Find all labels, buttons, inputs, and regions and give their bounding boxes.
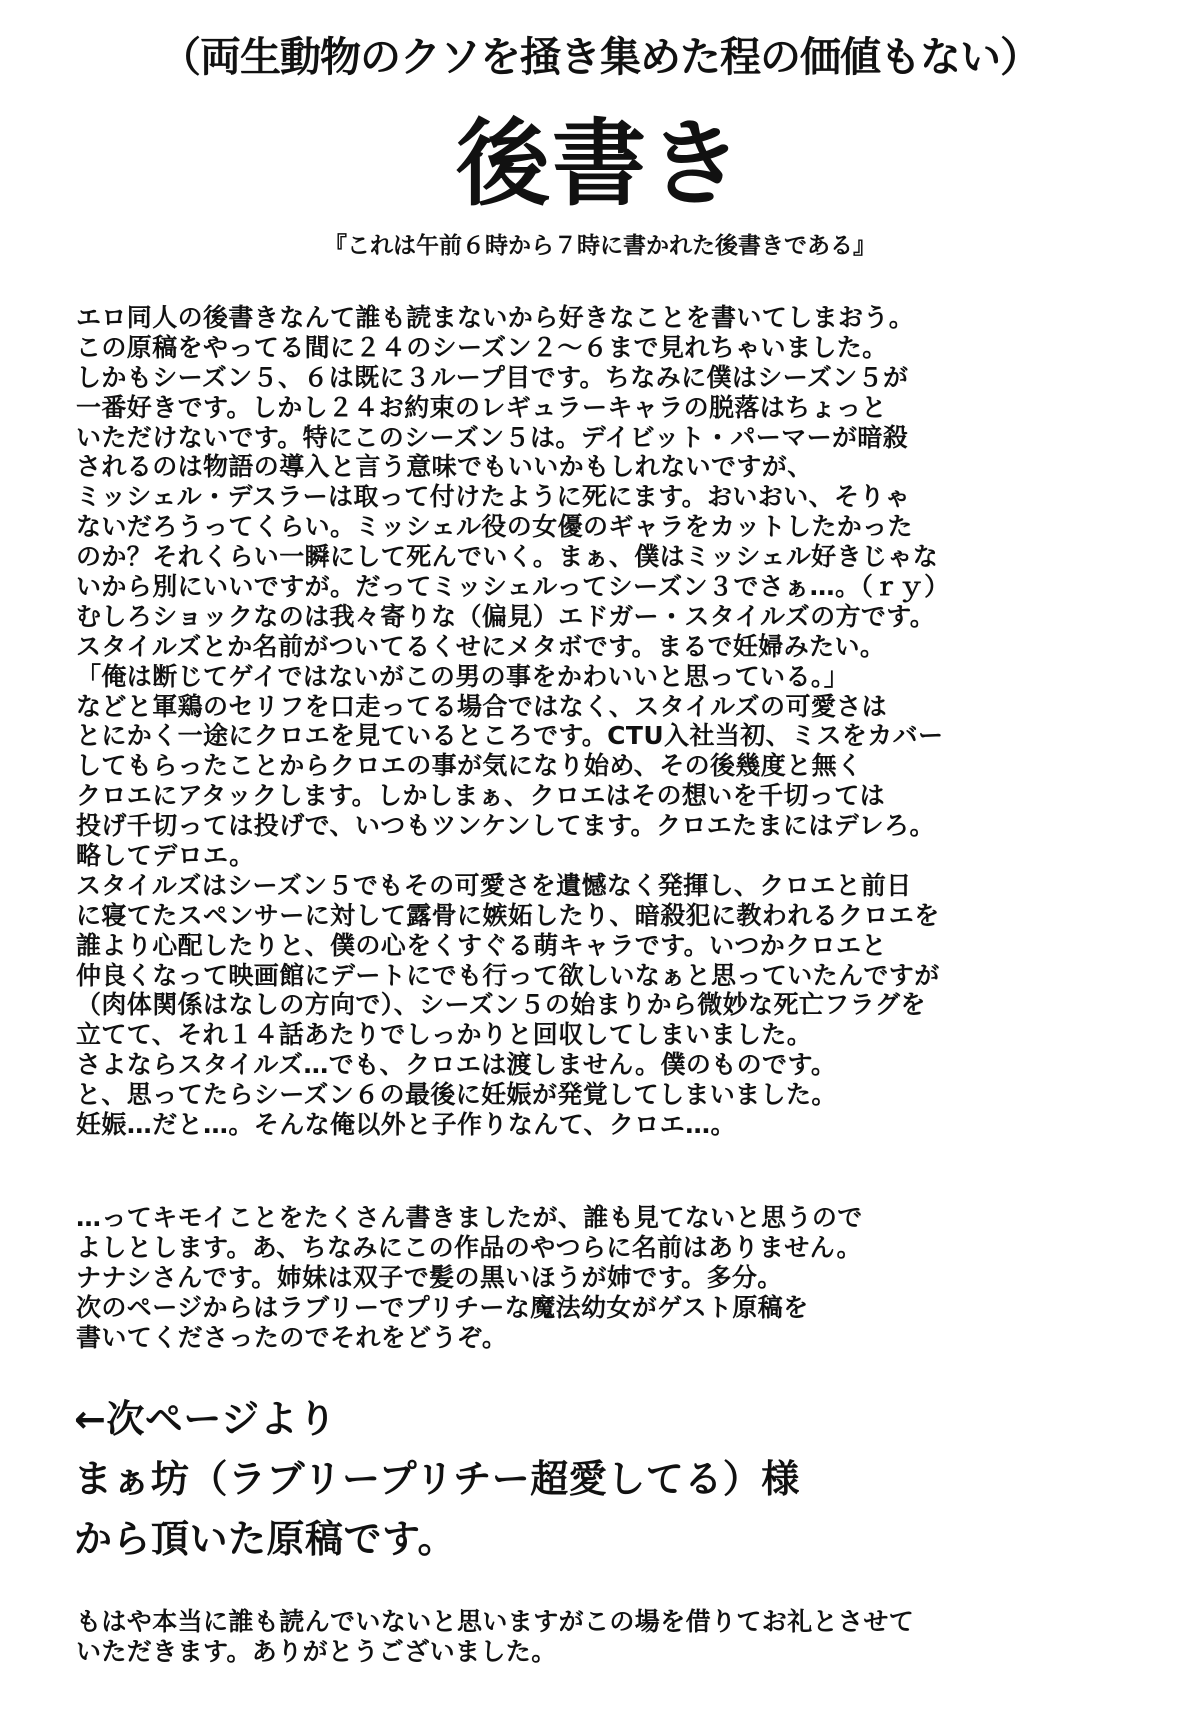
title-note: 『これは午前６時から７時に書かれた後書きである』 <box>324 233 876 259</box>
body-line: さよならスタイルズ…でも、クロエは渡しません。僕のものです。 <box>76 1050 837 1080</box>
body-line: スタイルズとか名前がついてるくせにメタボです。まるで妊婦みたい。 <box>76 631 886 661</box>
thanks-line: いただきます。ありがとうございました。 <box>76 1636 557 1666</box>
body-line: 略してデロエ。 <box>76 841 255 871</box>
body-line: スタイルズはシーズン５でもその可愛さを遺憾なく発揮し、クロエと前日 <box>76 870 912 900</box>
body-line: ミッシェル・デスラーは取って付けたように死にます。おいおい、そりゃ <box>76 482 911 512</box>
body-line: に寝てたスペンサーに対して露骨に嫉妬したり、暗殺犯に教われるクロエを <box>76 900 940 930</box>
page-subtitle: （両生動物のクソを掻き集めた程の価値もない） <box>160 33 1040 81</box>
closing-line: …ってキモイことをたくさん書きましたが、誰も見てないと思うので <box>76 1203 863 1232</box>
closing-line: よしとします。あ、ちなみにこの作品のやつらに名前はありません。 <box>76 1232 862 1262</box>
body-line: この原稿をやってる間に２４のシーズン２～６まで見れちゃいました。 <box>76 332 888 362</box>
body-line: クロエにアタックします。しかしまぁ、クロエはその想いを千切っては <box>76 781 886 811</box>
body-line: のか？それくらい一瞬にして死んでいく。まぁ、僕はミッシェル好きじゃな <box>76 542 939 572</box>
body-line: 一番好きです。しかし２４お約束のレギュラーキャラの脱落はちょっと <box>76 392 887 422</box>
body-line: （肉体関係はなしの方向で）、シーズン５の始まりから微妙な死亡フラグを <box>76 990 926 1020</box>
body-line: 妊娠…だと…。そんな俺以外と子作りなんて、クロエ…。 <box>76 1110 736 1140</box>
guest-author-line: まぁ坊（ラブリープリチー超愛してる）様 <box>74 1457 800 1501</box>
next-page-notice: ←次ページより <box>74 1397 337 1441</box>
body-line: いただけないです。特にこのシーズン５は。デイビット・パーマーが暗殺 <box>76 422 909 452</box>
afterword-body <box>76 303 1136 1140</box>
body-line: とにかく一途にクロエを見ているところです。CTU入社当初、ミスをカバー <box>76 721 944 751</box>
body-line: いから別にいいですが。だってミッシェルってシーズン３でさぁ…。（ｒｙ） <box>76 572 950 602</box>
body-line: などと軍鶏のセリフを口走ってる場合ではなく、スタイルズの可愛さは <box>76 691 888 721</box>
closing-line: 書いてくださったのでそれをどうぞ。 <box>76 1322 508 1352</box>
closing-line: 次のページからはラブリーでプリチーな魔法幼女がゲスト原稿を <box>76 1292 809 1322</box>
body-line: ないだろうってくらい。ミッシェル役の女優のギャラをカットしたかった <box>76 512 913 542</box>
body-line: しかもシーズン５、６は既に３ループ目です。ちなみに僕はシーズン５が <box>76 362 909 392</box>
thanks-note <box>76 1607 1136 1667</box>
page-title: 後書き <box>455 110 744 219</box>
body-line: むしろショックなのは我々寄りな（偏見）エドガー・スタイルズの方です。 <box>76 601 936 631</box>
closing-line: ナナシさんです。姉妹は双子で髪の黒いほうが姉です。多分。 <box>76 1262 783 1292</box>
body-line: 「俺は断じてゲイではないがこの男の事をかわいいと思っている。」 <box>76 661 850 691</box>
body-line: してもらったことからクロエの事が気になり始め、その後幾度と無く <box>76 751 863 781</box>
body-line: エロ同人の後書きなんて誰も読まないから好きなことを書いてしまおう。 <box>76 303 915 332</box>
body-line: と、思ってたらシーズン６の最後に妊娠が発覚してしまいました。 <box>76 1080 837 1110</box>
guest-credit-line: から頂いた原稿です。 <box>74 1517 456 1561</box>
afterword-closing <box>76 1203 1136 1352</box>
thanks-line: もはや本当に誰も読んでいないと思いますがこの場を借りてお礼とさせて <box>76 1607 915 1636</box>
body-line: されるのは物語の導入と言う意味でもいいかもしれないですが、 <box>76 452 813 482</box>
body-line: 立てて、それ１４話あたりでしっかりと回収してしまいました。 <box>76 1020 813 1050</box>
body-line: 誰より心配したりと、僕の心をくすぐる萌キャラです。いつかクロエと <box>76 930 887 960</box>
body-line: 仲良くなって映画館にデートにでも行って欲しいなぁと思っていたんですが <box>76 960 940 990</box>
body-line: 投げ千切っては投げで、いつもツンケンしてます。クロエたまにはデレろ。 <box>76 811 935 841</box>
